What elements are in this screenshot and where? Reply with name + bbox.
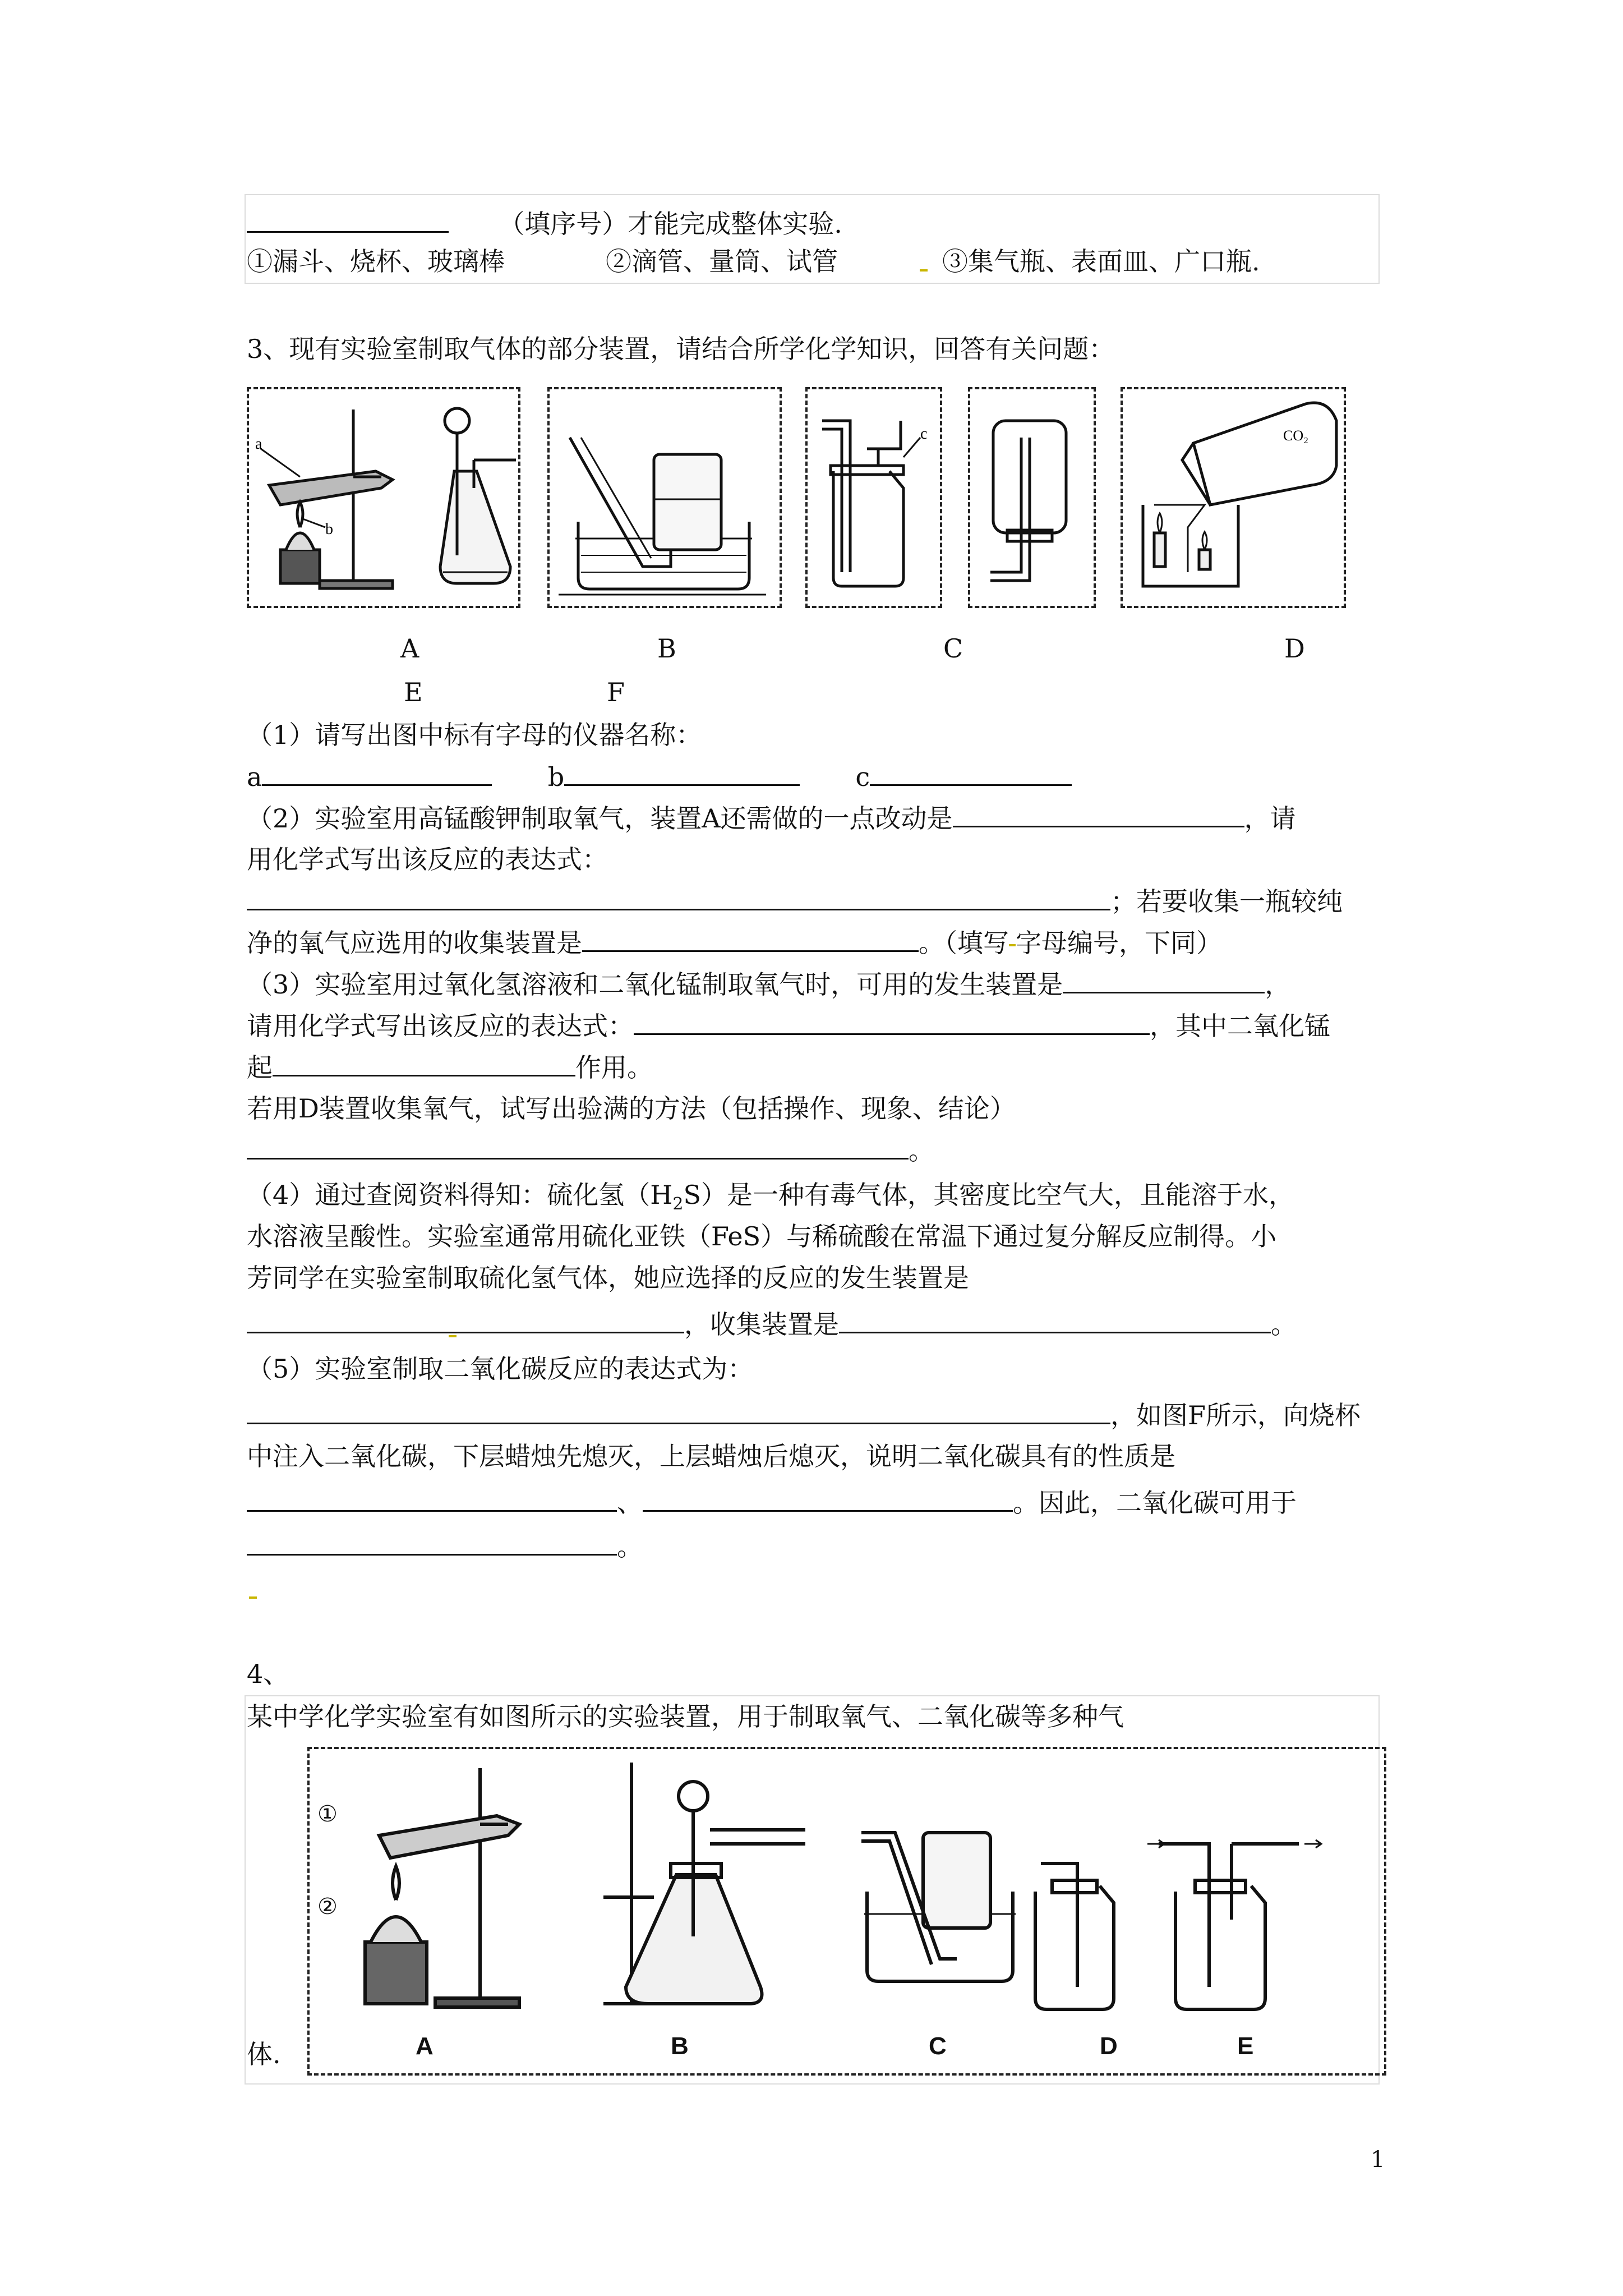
option-1: ①漏斗、烧杯、玻璃棒 bbox=[247, 246, 505, 277]
fig-label-co2: CO₂ bbox=[1283, 427, 1309, 444]
q3-part5-text-f: 。 bbox=[617, 1531, 643, 1562]
q3-part3-text-e: 起 bbox=[247, 1052, 273, 1083]
q4-label-D: D bbox=[1100, 2032, 1118, 2060]
q3-part2-line1 bbox=[247, 801, 1296, 835]
q4-label-A: A bbox=[416, 2032, 434, 2060]
q4-label-B: B bbox=[671, 2032, 689, 2060]
highlight-mark bbox=[1009, 944, 1016, 946]
q3-part4-line4 bbox=[247, 1307, 1297, 1341]
q3-part3-text-b: ， bbox=[1265, 969, 1291, 1000]
q3-part2-line4 bbox=[247, 926, 1222, 960]
figure-label-B: B bbox=[657, 633, 676, 664]
q4-mark-2: ② bbox=[317, 1894, 338, 1920]
answer-blank[interactable] bbox=[273, 1050, 575, 1076]
apparatus-D-drawing bbox=[968, 387, 1091, 608]
q3-part5-text-b: ，如图F所示，向烧杯 bbox=[1110, 1400, 1361, 1430]
fig-label-b: b bbox=[325, 521, 333, 538]
apparatus-B-drawing bbox=[547, 387, 777, 608]
answer-blank[interactable] bbox=[247, 1133, 909, 1159]
q3-part2-line3 bbox=[247, 884, 1343, 918]
answer-blank[interactable] bbox=[247, 1529, 617, 1556]
answer-blank[interactable] bbox=[634, 1009, 1150, 1035]
top-line1 bbox=[247, 206, 842, 241]
apparatus-E-drawing bbox=[1121, 387, 1341, 608]
q3-part1-prompt: （1）请写出图中标有字母的仪器名称： bbox=[247, 720, 702, 750]
q3-part4-line1 bbox=[247, 1178, 1294, 1221]
q3-part4-text-e: ，收集装置是 bbox=[684, 1309, 839, 1340]
q3-part3-text-d: ，其中二氧化锰 bbox=[1150, 1011, 1330, 1041]
q4-label-E: E bbox=[1237, 2032, 1254, 2060]
q4-mark-1: ① bbox=[317, 1801, 338, 1827]
answer-blank-b[interactable] bbox=[564, 760, 800, 786]
highlight-mark bbox=[249, 1596, 257, 1599]
label-b: b bbox=[547, 762, 565, 792]
q3-part2-text-e: 净的氧气应选用的收集装置是 bbox=[247, 928, 582, 958]
apparatus-A-drawing bbox=[247, 387, 522, 608]
q3-part1-blanks bbox=[247, 760, 1072, 794]
q3-part5-line2 bbox=[247, 1398, 1361, 1432]
q4-text-line1: 某中学化学实验室有如图所示的实验装置，用于制取氧气、二氧化碳等多种气 bbox=[247, 1701, 1124, 1732]
q3-part3-line5 bbox=[247, 1133, 934, 1167]
q3-part2-text-g: 字母编号，下同） bbox=[1016, 928, 1222, 958]
q3-part4-line3: 芳同学在实验室制取硫化氢气体，她应选择的反应的发生装置是 bbox=[247, 1263, 969, 1293]
q3-part4-line2: 水溶液呈酸性。实验室通常用硫化亚铁（FeS）与稀硫酸在常温下通过复分解反应制得。小 bbox=[247, 1221, 1277, 1251]
q3-part3-text-c: 请用化学式写出该反应的表达式： bbox=[247, 1011, 634, 1041]
figure-label-D: D bbox=[1284, 633, 1305, 664]
top-options bbox=[247, 245, 505, 278]
q3-part5-line5 bbox=[247, 1529, 643, 1563]
q3-part4-text-b: S）是一种有毒气体，其密度比空气大，且能溶于水， bbox=[683, 1180, 1294, 1210]
q3-part3-line1 bbox=[247, 967, 1290, 1001]
q3-part5-line1: （5）实验室制取二氧化碳反应的表达式为： bbox=[247, 1354, 754, 1384]
q3-title: 3、现有实验室制取气体的部分装置，请结合所学化学知识，回答有关问题： bbox=[247, 334, 1115, 364]
q3-part2-line2: 用化学式写出该反应的表达式： bbox=[247, 844, 608, 875]
answer-blank[interactable] bbox=[953, 801, 1244, 827]
answer-blank[interactable] bbox=[1063, 967, 1265, 993]
option-3: ③集气瓶、表面皿、广口瓶. bbox=[942, 246, 1260, 277]
subscript-2: 2 bbox=[672, 1194, 684, 1214]
q3-part3-line4: 若用D装置收集氧气，试写出验满的方法（包括操作、现象、结论） bbox=[247, 1093, 1016, 1124]
top-line1-text: （填序号）才能完成整体实验. bbox=[499, 209, 842, 239]
answer-blank[interactable] bbox=[247, 1398, 1110, 1424]
q3-part5-line3: 中注入二氧化碳，下层蜡烛先熄灭，上层蜡烛后熄灭，说明二氧化碳具有的性质是 bbox=[247, 1441, 1175, 1471]
page-number: 1 bbox=[1371, 2147, 1385, 2173]
label-a: a bbox=[247, 762, 262, 792]
figure-label-E: E bbox=[404, 677, 423, 707]
q3-part2-text-a: （2）实验室用高锰酸钾制取氧气，装置A还需做的一点改动是 bbox=[247, 803, 953, 834]
apparatus-C-drawing bbox=[805, 387, 940, 608]
q3-part5-text-e: 。因此，二氧化碳可用于 bbox=[1013, 1488, 1297, 1518]
q4-apparatus-drawing bbox=[312, 1751, 1377, 2065]
figure-label-A: A bbox=[400, 633, 419, 664]
highlight-mark bbox=[920, 269, 928, 272]
option-2: ②滴管、量筒、试管 bbox=[606, 246, 838, 277]
q3-part3-line3 bbox=[247, 1050, 653, 1084]
answer-blank-a[interactable] bbox=[262, 760, 492, 786]
q3-part3-text-a: （3）实验室用过氧化氢溶液和二氧化锰制取氧气时，可用的发生装置是 bbox=[247, 969, 1063, 1000]
q3-part3-text-f: 作用。 bbox=[575, 1052, 653, 1083]
fig-label-a: a bbox=[255, 435, 262, 453]
q4-number: 4、 bbox=[247, 1659, 289, 1689]
answer-blank[interactable] bbox=[247, 1485, 617, 1512]
q3-part2-text-b: ，请 bbox=[1244, 803, 1296, 834]
q3-part5-text-d: 、 bbox=[617, 1488, 643, 1518]
q3-part2-text-d: ；若要收集一瓶较纯 bbox=[1110, 886, 1343, 917]
q3-part4-text-f: 。 bbox=[1271, 1309, 1297, 1340]
answer-blank[interactable] bbox=[582, 926, 919, 952]
answer-blank[interactable] bbox=[247, 1307, 684, 1333]
q3-part4-text-a: （4）通过查阅资料得知：硫化氢（H bbox=[247, 1180, 673, 1210]
q4-label-C: C bbox=[929, 2032, 947, 2060]
q3-part3-text-h: 。 bbox=[909, 1135, 934, 1166]
highlight-mark bbox=[449, 1335, 457, 1337]
label-c: c bbox=[855, 762, 870, 792]
answer-blank-c[interactable] bbox=[870, 760, 1072, 786]
answer-blank[interactable] bbox=[247, 206, 449, 233]
answer-blank[interactable] bbox=[643, 1485, 1013, 1512]
figure-label-C: C bbox=[943, 633, 963, 664]
figure-label-F: F bbox=[607, 677, 625, 707]
q3-part2-text-f: 。（填写 bbox=[919, 928, 1009, 958]
answer-blank[interactable] bbox=[839, 1307, 1271, 1333]
q3-part5-line4 bbox=[247, 1485, 1297, 1520]
q4-text-line2: 体. bbox=[247, 2039, 281, 2069]
q3-part3-line2 bbox=[247, 1009, 1330, 1043]
answer-blank[interactable] bbox=[247, 884, 1110, 910]
fig-label-c: c bbox=[920, 425, 928, 443]
